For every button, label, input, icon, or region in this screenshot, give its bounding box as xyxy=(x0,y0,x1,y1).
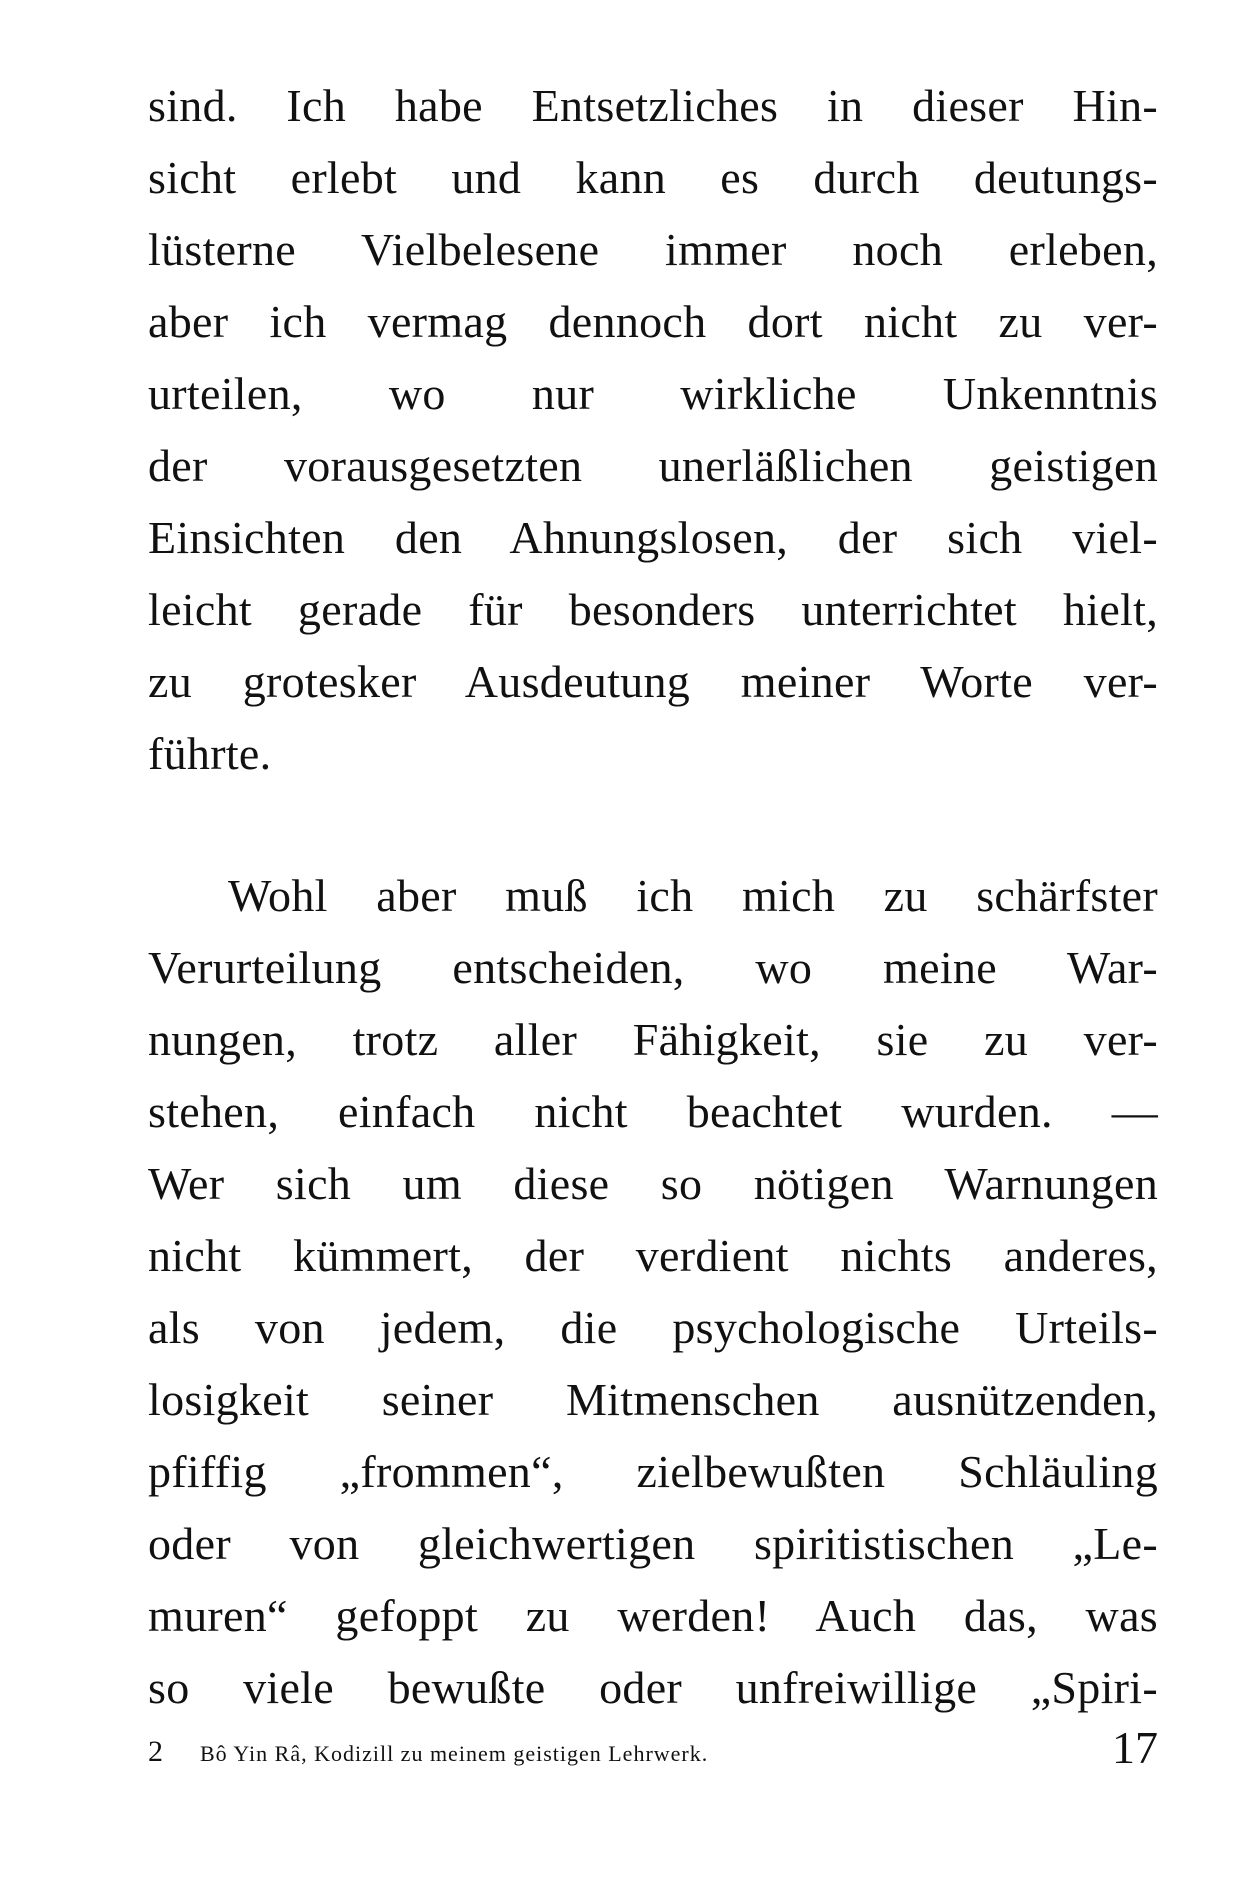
page-number: 17 xyxy=(1112,1722,1158,1773)
text-line: Wer sich um diese so nötigen Warnungen xyxy=(148,1158,1158,1209)
text-line: leicht gerade für besonders unterrichtet hielt, xyxy=(148,584,1158,635)
text-line: lüsterne Vielbelesene immer noch erleben, xyxy=(148,224,1158,275)
text-line: führte. xyxy=(148,728,272,779)
text-line: als von jedem, die psychologische Urteils- xyxy=(148,1302,1158,1353)
paragraph xyxy=(148,70,1158,790)
text-line: sind. Ich habe Entsetzliches in dieser Hin- xyxy=(148,80,1158,131)
signature-mark: 2 xyxy=(148,1735,163,1768)
text-line: muren“ gefoppt zu werden! Auch das, was xyxy=(148,1590,1158,1641)
running-title: Bô Yin Râ, Kodizill zu meinem geistigen Lehrwerk. xyxy=(200,1741,709,1766)
page-footer xyxy=(148,1720,1158,1780)
text-line: nungen, trotz aller Fähigkeit, sie zu ver- xyxy=(148,1014,1158,1065)
text-line: urteilen, wo nur wirkliche Unkenntnis xyxy=(148,368,1158,419)
text-line: stehen, einfach nicht beachtet wurden. — xyxy=(148,1086,1158,1137)
text-line: oder von gleichwertigen spiritistischen „Le- xyxy=(148,1518,1158,1569)
text-line: der vorausgesetzten unerläßlichen geistigen xyxy=(148,440,1158,491)
text-line: aber ich vermag dennoch dort nicht zu ver- xyxy=(148,296,1158,347)
text-line: so viele bewußte oder unfreiwillige „Spiri- xyxy=(148,1662,1158,1713)
text-line: sicht erlebt und kann es durch deutungs- xyxy=(148,152,1158,203)
text-line: Einsichten den Ahnungslosen, der sich viel- xyxy=(148,512,1158,563)
paragraph xyxy=(148,860,1158,1724)
text-line: losigkeit seiner Mitmenschen ausnützenden, xyxy=(148,1374,1158,1425)
text-line: Verurteilung entscheiden, wo meine War- xyxy=(148,942,1158,993)
text-line: nicht kümmert, der verdient nichts anderes, xyxy=(148,1230,1158,1281)
text-line: pfiffig „frommen“, zielbewußten Schläuling xyxy=(148,1446,1158,1497)
text-line: Wohl aber muß ich mich zu schärfster xyxy=(228,870,1158,921)
text-line: zu grotesker Ausdeutung meiner Worte ver- xyxy=(148,656,1158,707)
